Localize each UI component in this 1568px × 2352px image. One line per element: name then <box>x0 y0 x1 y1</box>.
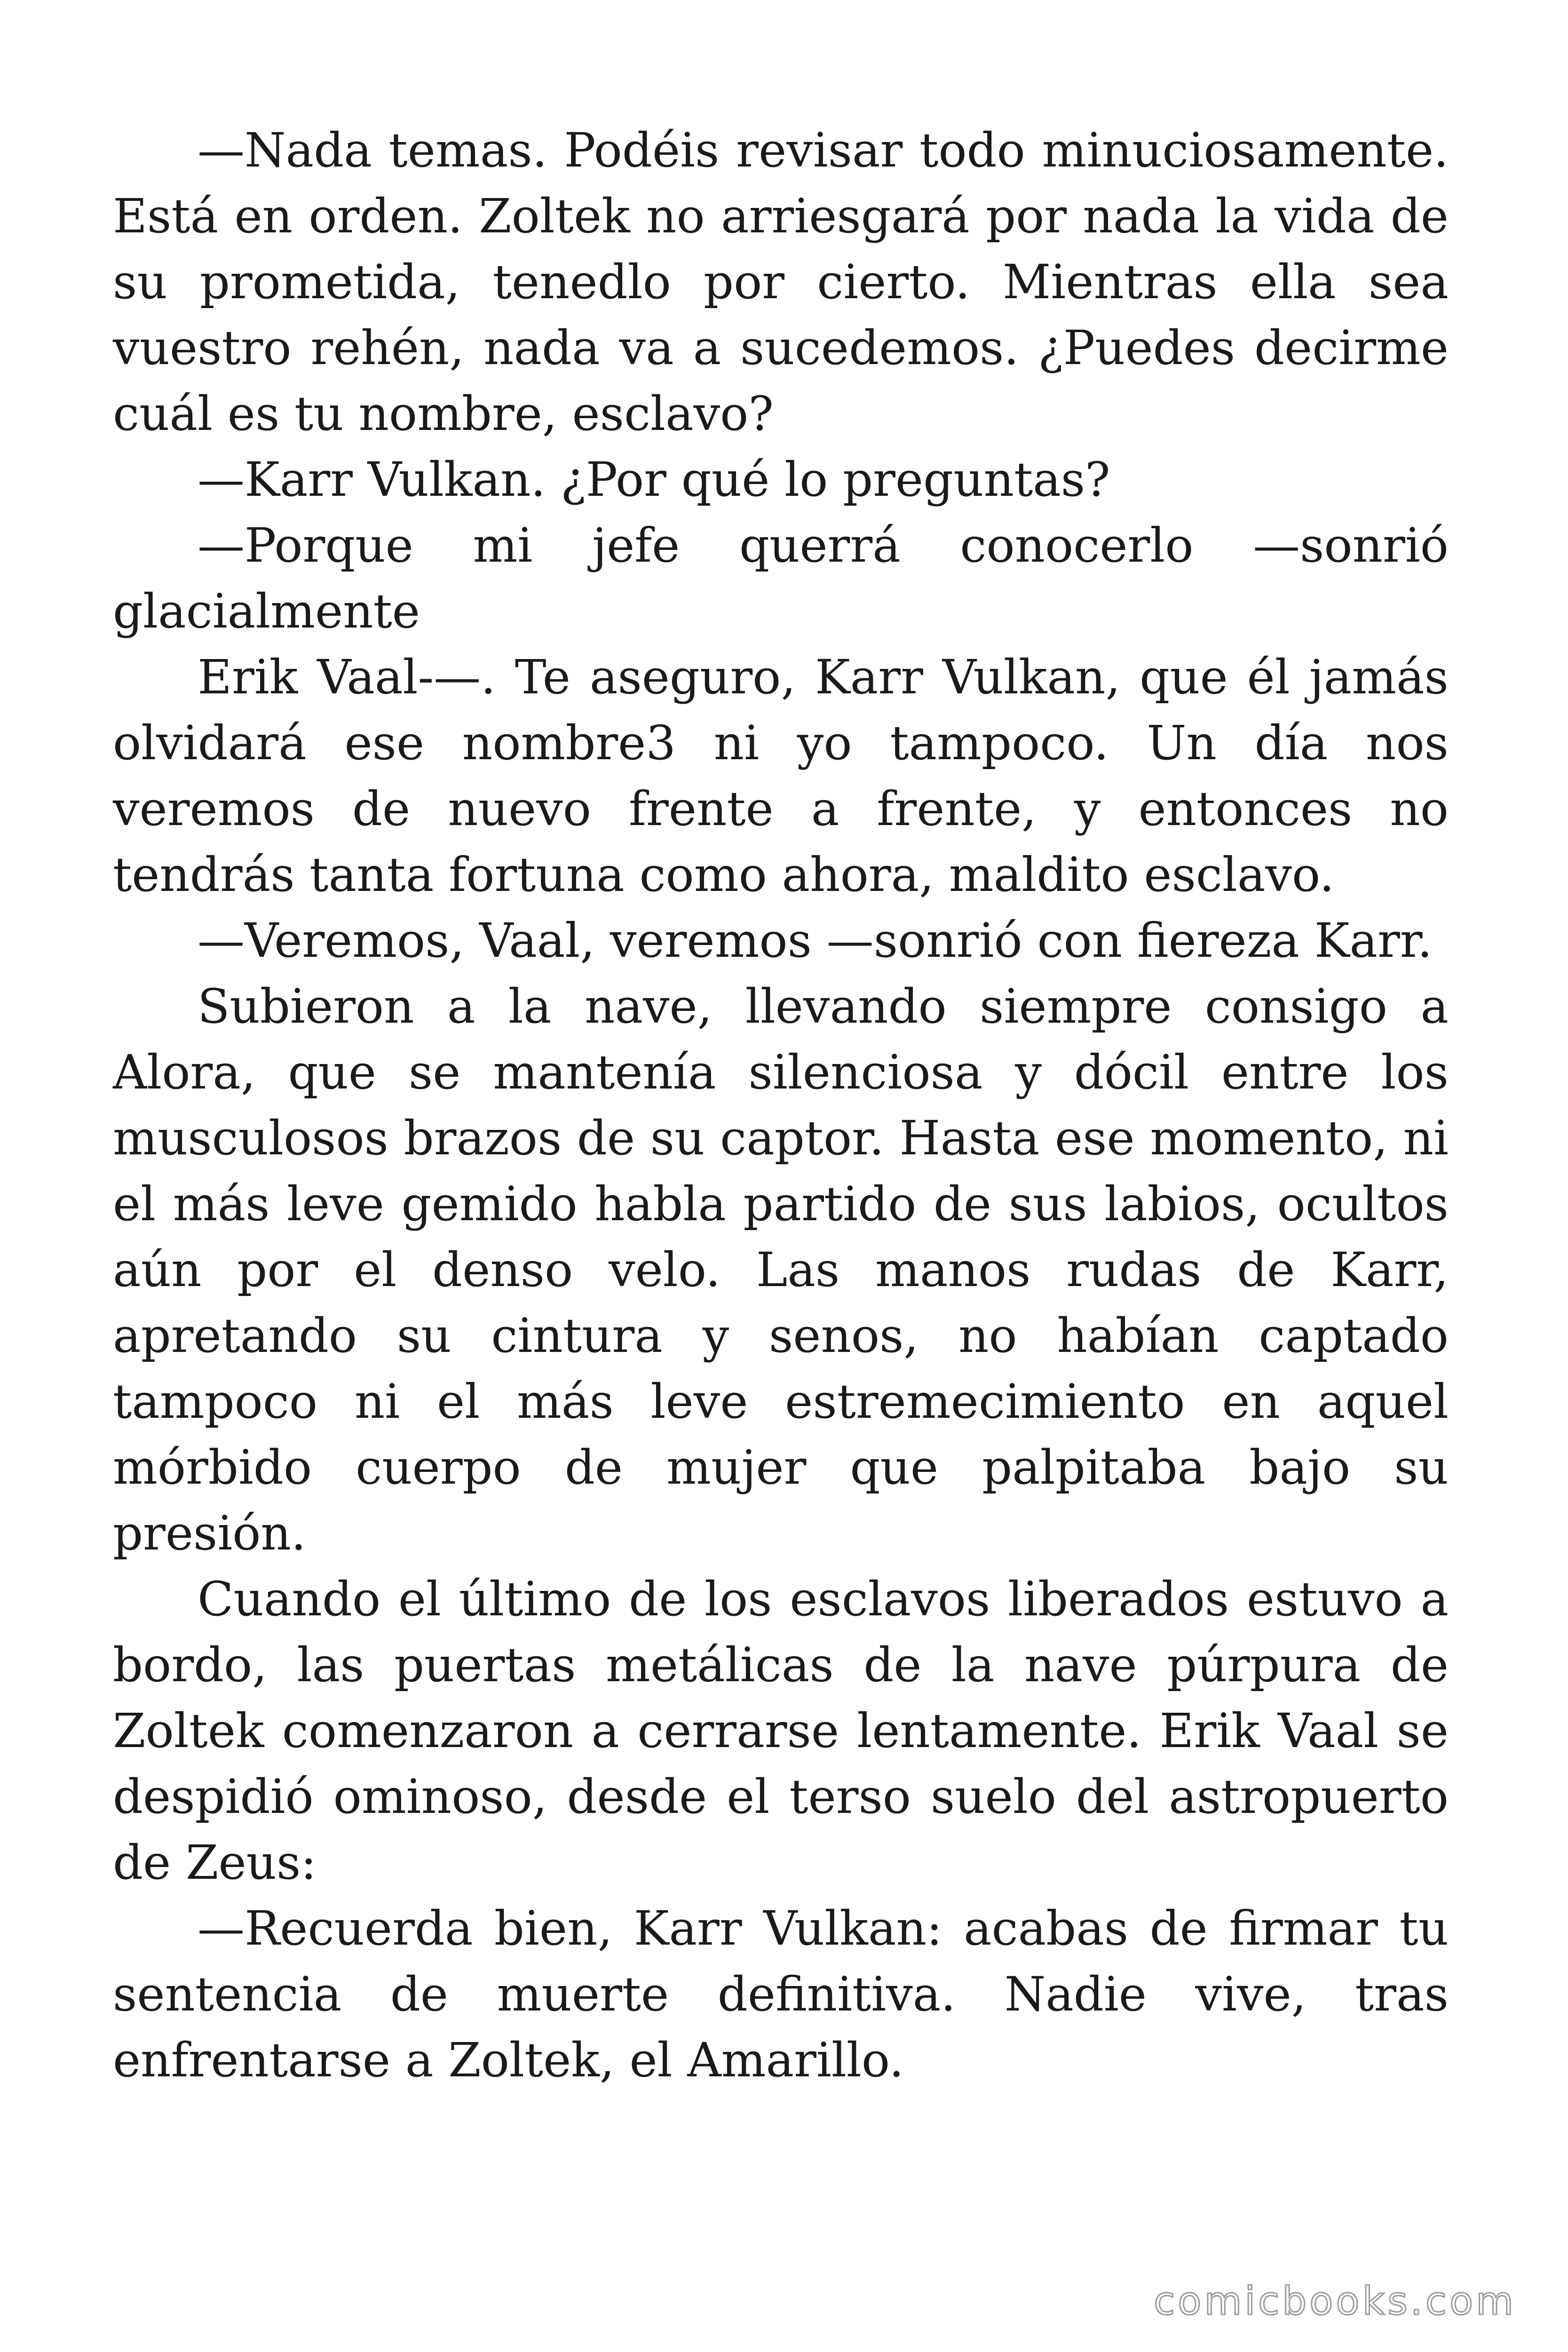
paragraph: —Veremos, Vaal, veremos —sonrió con fiereza Karr. <box>198 913 1433 968</box>
paragraph: Cuando el último de los esclavos liberados estuvo a bordo, las puertas metálicas de la nave púrpura de Zoltek comenzaron a cerrarse lentamente. Erik Vaal se despidió ominoso, desde el terso suelo del astropuerto de Zeus: <box>113 1572 1449 1890</box>
paragraph: —Nada temas. Podéis revisar todo minuciosamente. Está en orden. Zoltek no arriesgará por nada la vida de su prometida, tenedlo por cierto. Mientras ella sea vuestro rehén, nada va a sucedemos. ¿Puedes decirme cuál es tu nombre, esclavo? <box>113 123 1449 441</box>
paragraph: —Porque mi jefe querrá conocerlo —sonrió glacialmente <box>113 518 1449 639</box>
book-page <box>113 118 1449 2093</box>
paragraph: Subieron a la nave, llevando siempre consigo a Alora, que se mantenía silenciosa y dócil entre los musculosos brazos de su captor. Hasta ese momento, ni el más leve gemido habla partido de sus labios, ocultos aún por el denso velo. Las manos rudas de Karr, apretando su cintura y senos, no habían captado tampoco ni el más leve estremecimiento en aquel mórbido cuerpo de mujer que palpitaba bajo su presión. <box>113 979 1449 1561</box>
paragraph: —Recuerda bien, Karr Vulkan: acabas de firmar tu sentencia de muerte definitiva. Nadie vive, tras enfrentarse a Zoltek, el Amarillo. <box>113 1901 1449 2088</box>
paragraph: —Karr Vulkan. ¿Por qué lo preguntas? <box>198 452 1110 507</box>
watermark: comicbooks.com <box>1154 2279 1516 2324</box>
paragraph: Erik Vaal-—. Te aseguro, Karr Vulkan, que él jamás olvidará ese nombre3 ni yo tampoco. Un día nos veremos de nuevo frente a frente, y entonces no tendrás tanta fortuna como ahora, maldito esclavo. <box>113 650 1449 902</box>
